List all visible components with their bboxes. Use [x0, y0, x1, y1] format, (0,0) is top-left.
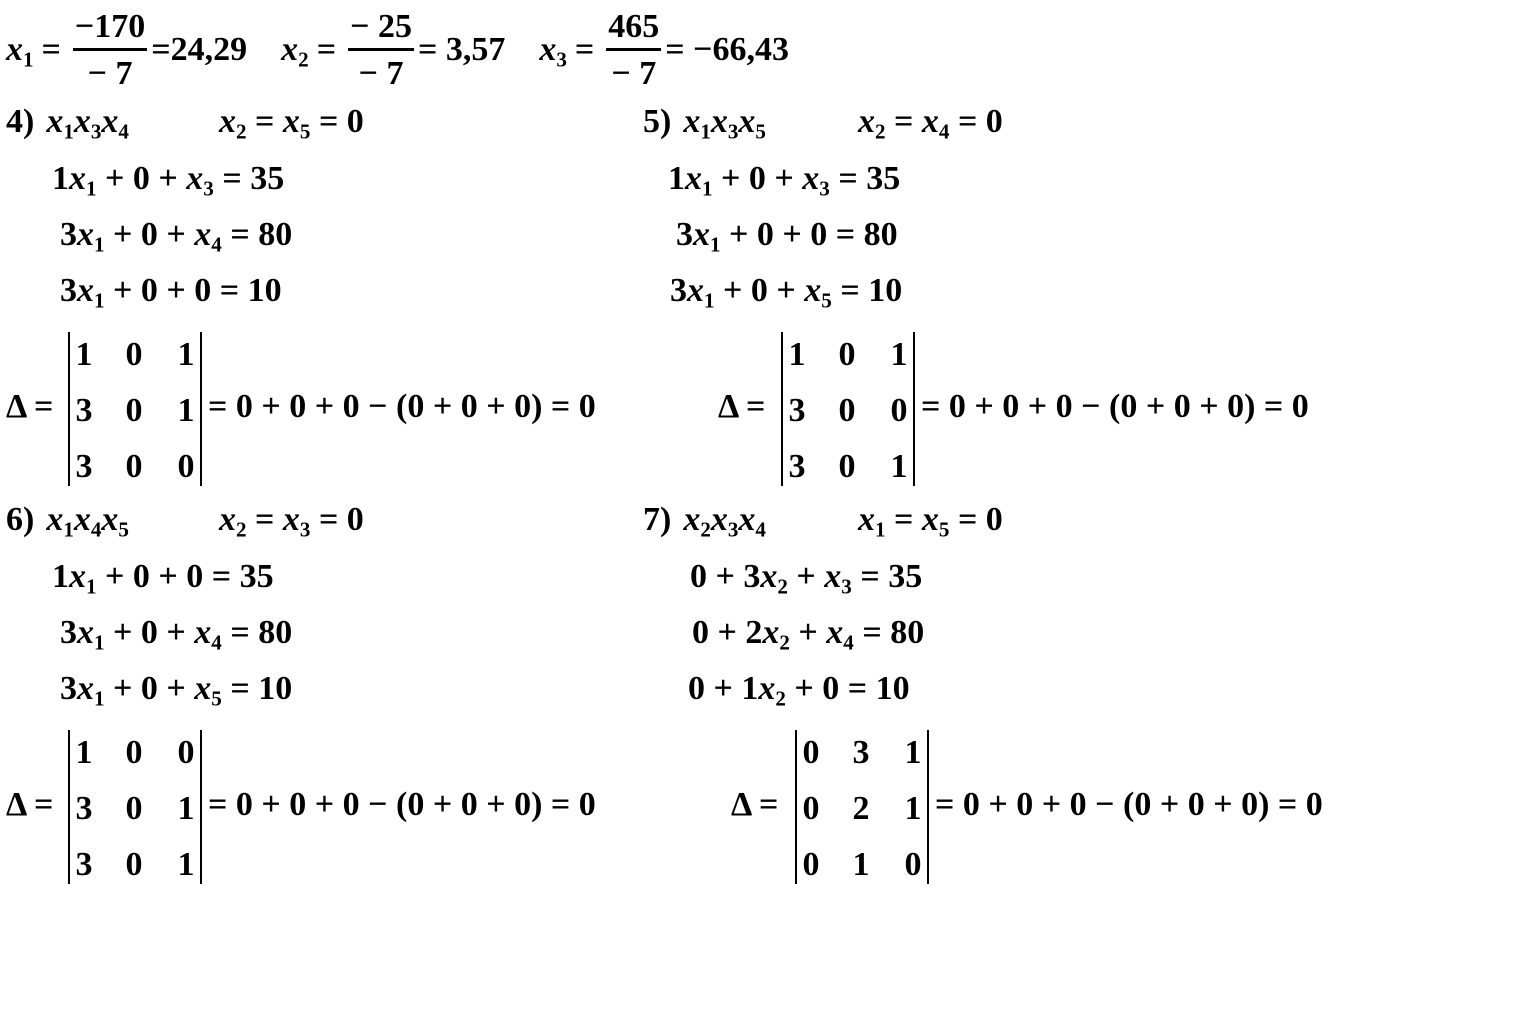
- equation-line: $3x_1 + 0 + x_5 = 10$: [60, 670, 293, 711]
- equation-line: $1x_1 + 0 + x_3 = 35$: [668, 160, 901, 201]
- matrix-cell: 0: [125, 392, 143, 429]
- equation-line: $3x_1 + 0 + 0 = 10$: [60, 272, 282, 313]
- x2-numerator: − 25: [348, 10, 414, 51]
- x1-numerator: −170: [73, 10, 147, 51]
- matrix-cell: 1: [177, 790, 195, 827]
- matrix-cell: 1: [177, 392, 195, 429]
- matrix-cell: 3: [75, 392, 93, 429]
- matrix-cell: 0: [125, 846, 143, 883]
- equation-line: $3x_1 + 0 + x_4 = 80$: [60, 216, 293, 257]
- matrix-cell: 3: [852, 734, 870, 771]
- matrix-cell: 1: [890, 336, 908, 373]
- matrix-cell: 0: [125, 734, 143, 771]
- matrix-cell: 0: [802, 790, 820, 827]
- matrix-cell: 0: [125, 448, 143, 485]
- x3-denominator: − 7: [611, 54, 657, 92]
- equation-line: $0 + 1x_2 + 0 = 10$: [688, 670, 910, 711]
- x3-numerator: 465: [606, 10, 661, 51]
- determinant-result: = 0 + 0 + 0 − (0 + 0 + 0) = 0: [208, 786, 596, 823]
- equation-line: $0 + 3x_2 + x_3 = 35$: [690, 558, 923, 599]
- determinant-matrix: [68, 332, 202, 486]
- determinant-result: = 0 + 0 + 0 − (0 + 0 + 0) = 0: [921, 388, 1309, 425]
- x2-fraction: [348, 7, 414, 92]
- zero-condition: $x_2 = x_4 = 0$: [857, 103, 1003, 144]
- x2-value: = 3,57: [417, 31, 506, 68]
- matrix-cell: 0: [890, 392, 908, 429]
- top-equations: $x_1$ = $\frac{-170}{- 7}$ =24,29 $x_2$ = $\frac{- 25}{- 7}$ = 3,57 $x_3$ = $\frac{465}{- 7}$ = −66,43: [6, 7, 790, 92]
- basis-variables: $x_1x_4x_5$: [46, 501, 129, 542]
- x2-label: $x_2$: [281, 31, 309, 72]
- x3-label: $x_3$: [539, 31, 567, 72]
- matrix-cell: 0: [838, 336, 856, 373]
- equation-line: $1x_1 + 0 + x_3 = 35$: [52, 160, 285, 201]
- x3-fraction: [606, 7, 661, 92]
- x1-fraction: [73, 7, 147, 92]
- matrix-cell: 1: [904, 734, 922, 771]
- delta-label: Δ =: [731, 786, 779, 823]
- x1-value: =24,29: [151, 31, 248, 68]
- delta-label: Δ =: [718, 388, 766, 425]
- matrix-cell: 1: [177, 336, 195, 373]
- basis-variables: $x_2x_3x_4$: [683, 501, 766, 542]
- block-header: [6, 103, 364, 144]
- matrix-cell: 3: [75, 448, 93, 485]
- matrix-cell: 0: [177, 734, 195, 771]
- x2-denominator: − 7: [358, 54, 404, 92]
- determinant-matrix: [68, 730, 202, 884]
- block-number: 7): [643, 501, 672, 538]
- x1-denominator: − 7: [87, 54, 133, 92]
- matrix-cell: 0: [125, 790, 143, 827]
- matrix-cell: 3: [788, 448, 806, 485]
- determinant-matrix: [781, 332, 915, 486]
- block-number: 5): [643, 103, 672, 140]
- equation-line: $3x_1 + 0 + 0 = 80$: [676, 216, 898, 257]
- matrix-cell: 0: [802, 734, 820, 771]
- matrix-cell: 1: [904, 790, 922, 827]
- matrix-cell: 1: [890, 448, 908, 485]
- x1-label: $x_1$: [6, 31, 34, 72]
- block-number: 6): [6, 501, 35, 538]
- determinant-result: = 0 + 0 + 0 − (0 + 0 + 0) = 0: [935, 786, 1323, 823]
- matrix-cell: 1: [75, 734, 93, 771]
- determinant-result: = 0 + 0 + 0 − (0 + 0 + 0) = 0: [208, 388, 596, 425]
- matrix-cell: 3: [75, 790, 93, 827]
- delta-label: Δ =: [6, 388, 54, 425]
- basis-variables: $x_1x_3x_4$: [46, 103, 129, 144]
- x3-value: = −66,43: [665, 31, 790, 68]
- matrix-cell: 1: [852, 846, 870, 883]
- matrix-cell: 0: [177, 448, 195, 485]
- determinant-matrix: [795, 730, 929, 884]
- block-header: [643, 501, 1003, 542]
- block-header: [643, 103, 1003, 144]
- matrix-cell: 1: [75, 336, 93, 373]
- zero-condition: $x_1 = x_5 = 0$: [857, 501, 1003, 542]
- basis-variables: $x_1x_3x_5$: [683, 103, 766, 144]
- equation-line: $1x_1 + 0 + 0 = 35$: [52, 558, 274, 599]
- equation-line: $3x_1 + 0 + x_4 = 80$: [60, 614, 293, 655]
- matrix-cell: 0: [802, 846, 820, 883]
- matrix-cell: 0: [838, 392, 856, 429]
- matrix-cell: 0: [838, 448, 856, 485]
- matrix-cell: 2: [852, 790, 870, 827]
- equation-line: $3x_1 + 0 + x_5 = 10$: [670, 272, 903, 313]
- zero-condition: $x_2 = x_5 = 0$: [218, 103, 364, 144]
- matrix-cell: 0: [904, 846, 922, 883]
- delta-label: Δ =: [6, 786, 54, 823]
- matrix-cell: 1: [177, 846, 195, 883]
- matrix-cell: 3: [75, 846, 93, 883]
- matrix-cell: 0: [125, 336, 143, 373]
- matrix-cell: 1: [788, 336, 806, 373]
- equation-line: $0 + 2x_2 + x_4 = 80$: [692, 614, 925, 655]
- zero-condition: $x_2 = x_3 = 0$: [218, 501, 364, 542]
- block-number: 4): [6, 103, 35, 140]
- matrix-cell: 3: [788, 392, 806, 429]
- block-header: [6, 501, 364, 542]
